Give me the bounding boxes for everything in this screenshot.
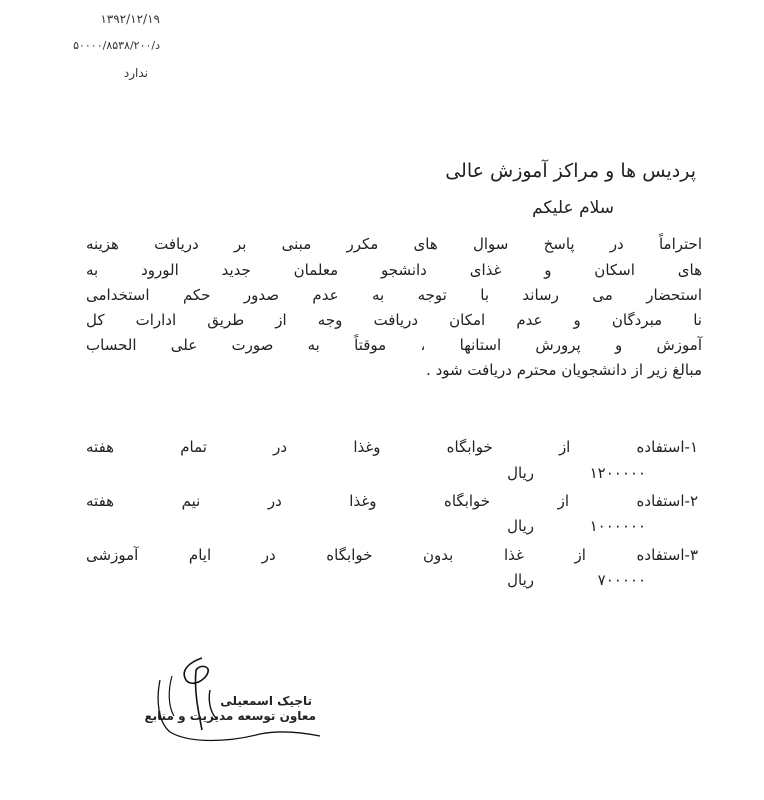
fee-item-amount: ۱۲۰۰۰۰۰ xyxy=(589,464,646,482)
letter-date: ۱۳۹۲/۱۲/۱۹ xyxy=(100,12,160,26)
fee-item-amount: ۷۰۰۰۰۰ xyxy=(597,571,646,589)
letter-attachment: ندارد xyxy=(123,66,148,80)
body-line: های اسکان و غذای دانشجو معلمان جدید الورود به xyxy=(86,261,702,279)
letter-number: د/۵۰۰۰۰/۸۵۳۸/۲۰۰ xyxy=(73,39,160,52)
body-line: مبالغ زیر از دانشجویان محترم دریافت شود . xyxy=(426,361,702,379)
body-line: نا مبردگان و عدم امکان دریافت وجه از طریق ادارات کل xyxy=(86,311,702,329)
fee-item-unit: ریال xyxy=(507,571,534,589)
greeting: سلام علیکم xyxy=(532,198,614,218)
signatory-name: تاجیک اسمعیلی xyxy=(220,694,312,708)
fee-item-amount: ۱۰۰۰۰۰۰ xyxy=(589,517,646,535)
fee-item-unit: ریال xyxy=(507,464,534,482)
recipient-heading: پردیس ها و مراکز آموزش عالی xyxy=(445,160,696,182)
signatory-title: معاون توسعه مدیریت و منابع xyxy=(144,709,316,723)
fee-item-text: ۲-استفاده از خوابگاه وغذا در نیم هفته xyxy=(86,492,698,510)
fee-item-unit: ریال xyxy=(507,517,534,535)
fee-item-text: ۳-استفاده از غذا بدون خوابگاه در ایام آموزشی xyxy=(86,546,698,564)
body-line: آموزش و پرورش استانها ، موقتاً به صورت علی الحساب xyxy=(86,336,702,354)
body-line: احتراماً در پاسخ سوال های مکرر مبنی بر دریافت هزینه xyxy=(86,235,702,253)
body-line: استحضار می رساند با توجه به عدم صدور حکم استخدامی xyxy=(86,286,702,304)
fee-item-text: ۱-استفاده از خوابگاه وغذا در تمام هفته xyxy=(86,438,698,456)
